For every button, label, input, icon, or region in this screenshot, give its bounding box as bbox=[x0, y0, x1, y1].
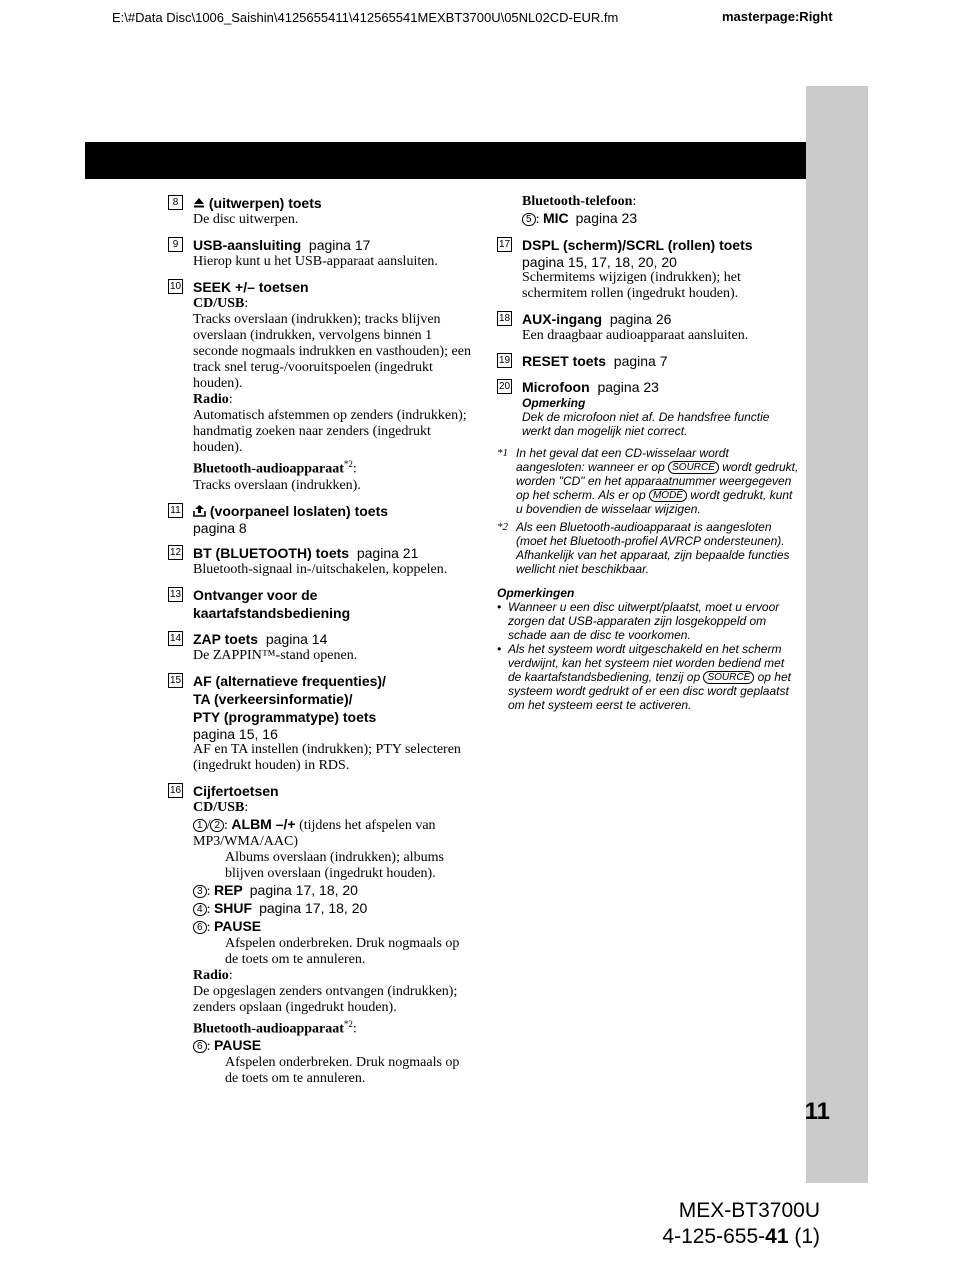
footnote-text: wordt gedrukt, kunt u bovendien de wisselaar wijzigen. bbox=[516, 488, 793, 516]
page-ref: pagina 26 bbox=[609, 311, 672, 327]
page-ref: pagina 23 bbox=[575, 210, 638, 226]
number-key-1: 1 bbox=[193, 819, 207, 832]
function-note: (tijdens het afspelen van MP3/WMA/AAC) bbox=[193, 817, 436, 849]
item-number: 9 bbox=[168, 237, 183, 252]
item-description: Afspelen onderbreken. Druk nogmaals op de toets om te annuleren. bbox=[225, 1055, 460, 1087]
page-ref: pagina 23 bbox=[597, 379, 659, 395]
left-column bbox=[168, 194, 473, 1095]
page-ref: pagina 15, 16 bbox=[193, 725, 278, 742]
item-description: Hierop kunt u het USB-apparaat aansluiten. bbox=[193, 254, 438, 269]
item-10: 10 SEEK +/– toetsen CD/USB: Tracks overslaan (indrukken); tracks blijven overslaan (indrukken, vervolgens binnen 1 seconde nogmaals indrukken en vasthouden); een track snel terug-/vooruitspoelen (ingedrukt houden). Radio: Automatisch afstemmen op zenders (indrukken); handmatig zoeken naar zenders (ingedrukt houden). Bluetooth-audioapparaat$^{*2}$: Tracks overslaan (indrukken). bbox=[168, 278, 473, 494]
item-12 bbox=[168, 544, 473, 578]
mode-label: Bluetooth-audioapparaat bbox=[193, 1021, 344, 1037]
item-11 bbox=[168, 502, 473, 536]
item-number: 11 bbox=[168, 503, 183, 518]
note-text: op het systeem wordt gedrukt of er een disc wordt geplaatst om het systeem eerst te activeren. bbox=[508, 670, 791, 712]
footnote-marker: *2 bbox=[497, 521, 508, 533]
item-description: Schermitems wijzigen (indrukken); het schermitem rollen (ingedrukt houden). bbox=[522, 270, 741, 301]
item-description: Tracks overslaan (indrukken); tracks blijven overslaan (indrukken, vervolgens binnen 1 seconde nogmaals indrukken en vasthouden); een track snel terug-/vooruitspoelen (ingedrukt houden). bbox=[193, 312, 471, 391]
footnote-1 bbox=[497, 446, 799, 516]
mode-key: MODE bbox=[649, 489, 687, 502]
number-key-3: 3 bbox=[193, 885, 207, 898]
footnote-ref: *2 bbox=[343, 459, 353, 469]
number-key-2: 2 bbox=[210, 819, 224, 832]
function-name: ALBM –/+ bbox=[231, 815, 296, 832]
item-title: DSPL (scherm)/SCRL (rollen) toets bbox=[522, 237, 753, 253]
item-title: Microfoon bbox=[522, 379, 590, 395]
file-path: E:\#Data Disc\1006_Saishin\4125655411\412565541MEXBT3700U\05NL02CD-EUR.fm bbox=[112, 10, 619, 25]
note-heading: Opmerking bbox=[522, 396, 586, 410]
note-item bbox=[497, 600, 799, 642]
item-number: 20 bbox=[498, 381, 511, 392]
item-19 bbox=[497, 352, 799, 370]
page-ref: pagina 7 bbox=[613, 353, 668, 369]
item-title: TA (verkeersinformatie)/ bbox=[193, 690, 353, 707]
item-number: 13 bbox=[169, 588, 182, 600]
function-name: SHUF bbox=[213, 899, 253, 916]
number-key-6: 6 bbox=[193, 921, 207, 934]
item-number: 8 bbox=[168, 195, 183, 210]
item-description: Automatisch afstemmen op zenders (indrukken); handmatig zoeken naar zenders (ingedrukt houden). bbox=[193, 408, 467, 455]
item-title: BT (BLUETOOTH) toets bbox=[193, 544, 350, 561]
section-header-bar bbox=[85, 142, 806, 179]
item-16-continued: Bluetooth-telefoon: 5 : MIC pagina 23 bbox=[522, 194, 638, 227]
item-16: 16 Cijfertoetsen CD/USB: 1 / 2 : ALBM –/+ (tijdens het afspelen van MP3/WMA/AAC) Albums overslaan (indrukken); albums blijven overslaan (ingedrukt houden). 3 : REP pagina 17, 18, 20 4 : SHUF pagina 17, 18, 20 6 : PAUSE Afspelen onderbreken. Druk nogmaals op de toets om te annuleren. Radio: De opgeslagen zenders ontvangen (indrukken); zenders opslaan (ingedrukt houden). Bluetooth-audioapparaat$^{*2}$: 6 : PAUSE Afspelen onderbreken. Druk nogmaals op de toets om te annuleren. bbox=[168, 782, 473, 1088]
function-name: MIC bbox=[542, 210, 569, 226]
item-description: Tracks overslaan (indrukken). bbox=[193, 477, 361, 493]
function-name: REP bbox=[213, 881, 243, 898]
item-9 bbox=[168, 236, 473, 270]
item-title: SEEK +/– toetsen bbox=[193, 279, 309, 295]
item-description: Een draagbaar audioapparaat aansluiten. bbox=[522, 328, 749, 343]
item-title: ZAP toets bbox=[193, 630, 259, 647]
notes-heading: Opmerkingen bbox=[497, 586, 575, 600]
item-description: De disc uitwerpen. bbox=[193, 212, 299, 227]
item-number: 14 bbox=[169, 632, 182, 644]
model-info bbox=[640, 1198, 820, 1250]
item-description: AF en TA instellen (indrukken); PTY selecteren (ingedrukt houden) in RDS. bbox=[193, 741, 461, 773]
page-ref: pagina 21 bbox=[356, 544, 419, 561]
item-18 bbox=[497, 310, 799, 344]
bullet: • bbox=[497, 642, 502, 656]
mode-label: Bluetooth-audioapparaat bbox=[193, 461, 344, 477]
item-title: Cijfertoetsen bbox=[193, 782, 279, 799]
item-title: RESET toets bbox=[522, 353, 607, 369]
item-number: 19 bbox=[498, 355, 511, 366]
function-name: PAUSE bbox=[213, 1037, 262, 1054]
item-description: Albums overslaan (indrukken); albums blijven overslaan (ingedrukt houden). bbox=[225, 849, 444, 881]
item-number: 10 bbox=[169, 281, 182, 292]
item-description: Afspelen onderbreken. Druk nogmaals op de toets om te annuleren. bbox=[225, 935, 460, 967]
item-title: (uitwerpen) toets bbox=[208, 195, 322, 211]
footnote-text: wordt gedrukt, worden "CD" en het apparaatnummer weergegeven op het scherm. Als er op bbox=[516, 460, 799, 502]
page-number: 11 bbox=[804, 1098, 830, 1125]
page-side-tab bbox=[806, 86, 868, 1183]
notes-section bbox=[497, 586, 799, 712]
item-title: AF (alternatieve frequenties)/ bbox=[193, 672, 386, 689]
item-number: 12 bbox=[169, 546, 182, 558]
item-title: Ontvanger voor de bbox=[193, 586, 318, 603]
item-number: 18 bbox=[498, 313, 511, 324]
note-text: Dek de microfoon niet af. De handsfree functie werkt dan mogelijk niet correct. bbox=[522, 410, 770, 438]
release-panel-icon bbox=[193, 504, 206, 517]
item-number: 15 bbox=[169, 674, 182, 686]
mode-label: Radio bbox=[193, 967, 229, 983]
page-ref: pagina 17, 18, 20 bbox=[249, 881, 358, 898]
item-description: Bluetooth-signaal in-/uitschakelen, koppelen. bbox=[193, 561, 448, 577]
source-key: SOURCE bbox=[668, 461, 719, 474]
mode-label: Radio bbox=[193, 392, 229, 407]
item-title: kaartafstandsbediening bbox=[193, 604, 351, 621]
page-ref: pagina 17 bbox=[308, 237, 371, 253]
item-title: (voorpaneel loslaten) toets bbox=[209, 502, 389, 519]
page-ref: pagina 8 bbox=[193, 519, 247, 536]
part-code: 4-125-655-41 (1) bbox=[662, 1225, 820, 1248]
model-name: MEX-BT3700U bbox=[678, 1199, 820, 1222]
footnote-ref: *2 bbox=[343, 1018, 353, 1029]
item-title: AUX-ingang bbox=[522, 311, 603, 327]
item-number: 17 bbox=[498, 239, 511, 250]
item-20 bbox=[497, 378, 799, 438]
item-15 bbox=[168, 672, 473, 774]
item-8 bbox=[168, 194, 473, 228]
item-description: De ZAPPIN™-stand openen. bbox=[193, 647, 358, 663]
item-description: De opgeslagen zenders ontvangen (indrukken); zenders opslaan (ingedrukt houden). bbox=[193, 983, 458, 1015]
footnote-text: In het geval dat een CD-wisselaar wordt aangesloten: wanneer er op bbox=[516, 446, 729, 474]
mode-label: Bluetooth-telefoon bbox=[522, 194, 633, 209]
note-text: Wanneer u een disc uitwerpt/plaatst, moet u ervoor zorgen dat USB-apparaten zijn losgekoppeld om schade aan de disc te voorkomen. bbox=[508, 600, 780, 642]
item-number: 16 bbox=[169, 784, 182, 796]
page-ref: pagina 17, 18, 20 bbox=[259, 899, 368, 916]
page-ref: pagina 14 bbox=[265, 630, 328, 647]
item-title: PTY (programmatype) toets bbox=[193, 708, 377, 725]
right-column bbox=[497, 194, 799, 712]
mode-label: CD/USB bbox=[193, 296, 245, 311]
source-key: SOURCE bbox=[703, 671, 754, 684]
function-name: PAUSE bbox=[213, 917, 262, 934]
item-14 bbox=[168, 630, 473, 664]
item-17 bbox=[497, 236, 799, 302]
masterpage-label: masterpage:Right bbox=[722, 9, 833, 24]
mode-label: CD/USB bbox=[193, 799, 245, 815]
number-key-6: 6 bbox=[193, 1040, 207, 1053]
footnote-text: Als een Bluetooth-audioapparaat is aangesloten (moet het Bluetooth-profiel AVRCP ondersteunen). Afhankelijk van het apparaat, zijn bepaalde functies wellicht niet beschikbaar. bbox=[516, 520, 790, 576]
number-key-4: 4 bbox=[193, 903, 207, 916]
number-key-5: 5 bbox=[522, 213, 536, 226]
eject-icon bbox=[193, 197, 205, 209]
bullet: • bbox=[497, 600, 502, 614]
footnote-2 bbox=[497, 520, 799, 576]
page-ref: pagina 15, 17, 18, 20, 20 bbox=[522, 254, 677, 270]
note-item bbox=[497, 642, 799, 712]
item-title: USB-aansluiting bbox=[193, 237, 302, 253]
item-13 bbox=[168, 586, 473, 622]
note-text: Als het systeem wordt uitgeschakeld en het scherm verdwijnt, kan het systeem niet worden bediend met de kaartafstandsbediening, tenzij op bbox=[508, 642, 785, 684]
footnote-marker: *1 bbox=[497, 447, 508, 459]
